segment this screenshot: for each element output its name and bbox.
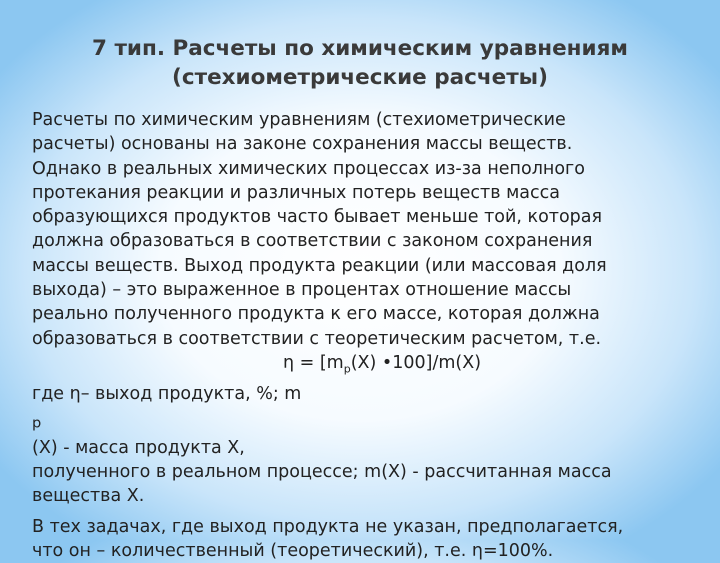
paragraph-line: выхода) – это выраженное в процентах отношение массы xyxy=(32,280,572,301)
note-line: В тех задачах, где выход продукта не указан, предполагается, xyxy=(32,516,624,537)
assumption-note xyxy=(32,515,692,563)
description-line: полученного в реальном процессе; m(X) - рассчитанная масса xyxy=(32,462,612,483)
variable-description xyxy=(32,382,692,509)
description-subscript: p xyxy=(32,414,42,432)
paragraph-line: массы веществ. Выход продукта реакции (или массовая доля xyxy=(32,255,607,276)
description-line xyxy=(32,382,692,460)
title-line-2: (стехиометрические расчеты) xyxy=(172,65,548,90)
description-part: где η– выход продукта, %; m xyxy=(32,383,302,404)
yield-formula xyxy=(32,351,692,382)
paragraph-line: образоваться в соответствии с теоретическим расчетом, т.е. xyxy=(32,328,602,349)
formula-part: (X) •100]/m(X) xyxy=(350,352,482,373)
description-line: вещества X. xyxy=(32,486,145,507)
title-line-1: 7 тип. Расчеты по химическим уравнениям xyxy=(92,36,628,61)
formula-part: η = [m xyxy=(282,352,344,373)
formula-subscript: p xyxy=(343,362,351,376)
definition-paragraph xyxy=(32,108,692,351)
slide-body xyxy=(32,108,692,563)
paragraph-line: расчеты) основаны на законе сохранения массы веществ. xyxy=(32,134,573,155)
paragraph-line: протекания реакции и различных потерь веществ масса xyxy=(32,182,560,203)
slide-title xyxy=(40,34,680,92)
paragraph-line: реально полученного продукта к его массе, которая должна xyxy=(32,304,600,325)
paragraph-line: Расчеты по химическим уравнениям (стехиометрические xyxy=(32,110,566,130)
paragraph-line: должна образоваться в соответствии с законом сохранения xyxy=(32,231,593,252)
paragraph-line: Однако в реальных химических процессах из-за неполного xyxy=(32,158,585,179)
note-line: что он – количественный (теоретический), т.е. η=100%. xyxy=(32,541,554,562)
description-part: (X) - масса продукта X, xyxy=(32,437,245,458)
paragraph-line: образующихся продуктов часто бывает меньше той, которая xyxy=(32,207,603,228)
